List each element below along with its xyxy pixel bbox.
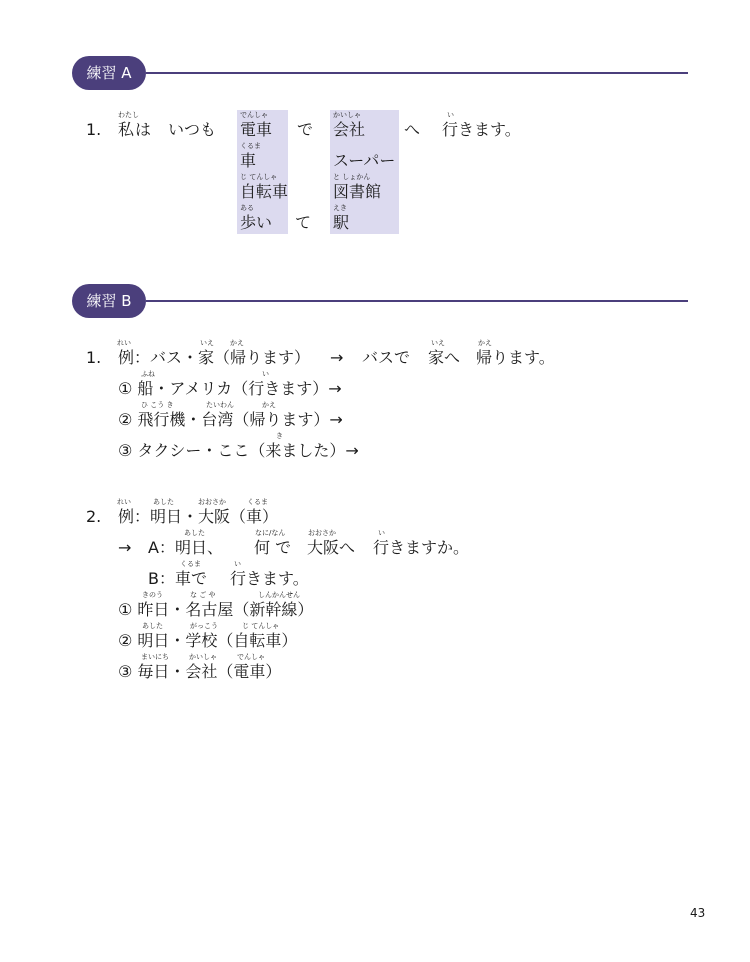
q2-line-b-1: B：車で	[148, 569, 207, 588]
itsumo-word: いつも	[168, 120, 217, 139]
q2-3-ruby-densha: でんしゃ	[237, 653, 265, 661]
q1-rei-ruby: れい	[117, 339, 131, 347]
watashi-ruby: わたし	[118, 111, 139, 119]
watashi-word: 私	[118, 120, 135, 139]
q2-a-ruby-nani: なに/なん	[255, 529, 286, 537]
vehicle-1: 電車	[240, 120, 273, 139]
destination-4: 駅	[333, 213, 350, 232]
q2-ruby-rei: れい	[117, 498, 131, 506]
q1-item-3: ③ タクシー・ここ（来ました）→	[118, 441, 359, 460]
a1-number: 1.	[86, 120, 102, 139]
wa-particle: は	[135, 120, 152, 139]
q2-line-a-2: 何 で	[254, 538, 292, 557]
q2-line-b-2: 行きます。	[230, 569, 309, 588]
q2-item-2: ② 明日・学校（自転車）	[118, 631, 298, 650]
q2-a-ruby-i: い	[378, 529, 385, 537]
vehicle-4-ruby: ある	[240, 204, 254, 212]
q2-2-ruby-ashita: あした	[142, 622, 163, 630]
q2-ruby-ashita: あした	[153, 498, 174, 506]
q1-1-ruby-i: い	[262, 370, 269, 378]
section-b-header	[72, 284, 688, 318]
q2-item-3: ③ 毎日・会社（電車）	[118, 662, 282, 681]
q2-ruby-oosaka: おおさか	[198, 498, 226, 506]
q2-line-a-4: 行きますか。	[373, 538, 470, 557]
q1-answer-kae-ruby: かえ	[478, 339, 492, 347]
vehicle-3: 自転車	[240, 182, 289, 201]
q2-item-1: ① 昨日・名古屋（新幹線）	[118, 600, 314, 619]
destination-3-ruby: と しょかん	[333, 173, 371, 181]
q1-3-ruby-ki: き	[276, 432, 283, 440]
q2-example: 例：明日・大阪（車）	[118, 507, 279, 526]
q2-a-ruby-oosaka: おおさか	[308, 529, 336, 537]
q2-1-ruby-nagoya: な ご や	[190, 591, 216, 599]
q1-example-label: 例	[118, 348, 135, 367]
q2-b-ruby-i: い	[234, 560, 241, 568]
q2-arrow: →	[118, 538, 132, 557]
q1-example-prompt: ：バス・家（帰ります）	[134, 348, 311, 367]
vehicle-1-ruby: でんしゃ	[240, 111, 268, 119]
q1-answer-b: 家へ	[428, 348, 461, 367]
q2-1-ruby-kinou: きのう	[142, 591, 163, 599]
ikimasu-verb: 行きます。	[442, 120, 521, 139]
ikimasu-ruby: い	[447, 111, 454, 119]
destination-1: 会社	[333, 120, 366, 139]
q2-a-ruby-ashita: あした	[184, 529, 205, 537]
q1-arrow: →	[330, 348, 344, 367]
q1-answer-ie-ruby: いえ	[431, 339, 445, 347]
destination-2: スーパー	[333, 151, 396, 170]
vehicle-4-suffix: て	[295, 213, 312, 232]
q2-b-ruby-kuruma: くるま	[180, 560, 201, 568]
q2-ruby-kuruma: くるま	[247, 498, 268, 506]
section-b-rule	[146, 300, 688, 302]
section-b-title: 練習 B	[72, 284, 146, 318]
q1-1-ruby-fune: ふね	[141, 370, 155, 378]
section-a-rule	[146, 72, 688, 74]
q1-answer-a: バスで	[362, 348, 411, 367]
vehicle-3-ruby: じ てんしゃ	[240, 173, 278, 181]
he-particle: へ	[404, 120, 421, 139]
q2-2-ruby-gakkou: がっこう	[190, 622, 218, 630]
q1-item-1: ① 船・アメリカ（行きます）→	[118, 379, 342, 398]
destination-3: 図書館	[333, 182, 382, 201]
q1-number: 1.	[86, 348, 102, 367]
destination-4-ruby: えき	[333, 204, 347, 212]
q1-2-ruby-kae: かえ	[262, 401, 276, 409]
vehicle-2-ruby: くるま	[240, 142, 261, 150]
q1-answer-c: 帰ります。	[476, 348, 555, 367]
q2-3-ruby-mainichi: まいにち	[141, 653, 169, 661]
q2-line-a-1: A：明日、	[148, 538, 223, 557]
q1-2-ruby-hikouki: ひ こう き	[141, 401, 174, 409]
de-particle: で	[297, 120, 314, 139]
destination-1-ruby: かいしゃ	[333, 111, 361, 119]
q1-item-2: ② 飛行機・台湾（帰ります）→	[118, 410, 343, 429]
vehicle-2: 車	[240, 151, 257, 170]
vehicle-4: 歩い	[240, 213, 273, 232]
section-a-title: 練習 A	[72, 56, 146, 90]
section-a-header	[72, 56, 688, 90]
q2-2-ruby-jitensha: じ てんしゃ	[242, 622, 280, 630]
page-number: 43	[690, 906, 706, 920]
q2-line-a-3: 大阪へ	[307, 538, 356, 557]
q2-3-ruby-kaisha: かいしゃ	[189, 653, 217, 661]
q1-kae-ruby: かえ	[230, 339, 244, 347]
q2-number: 2.	[86, 507, 102, 526]
q1-2-ruby-taiwan: たいわん	[206, 401, 234, 409]
q2-1-ruby-shinkansen: しんかんせん	[258, 591, 300, 599]
q1-ie-ruby: いえ	[200, 339, 214, 347]
